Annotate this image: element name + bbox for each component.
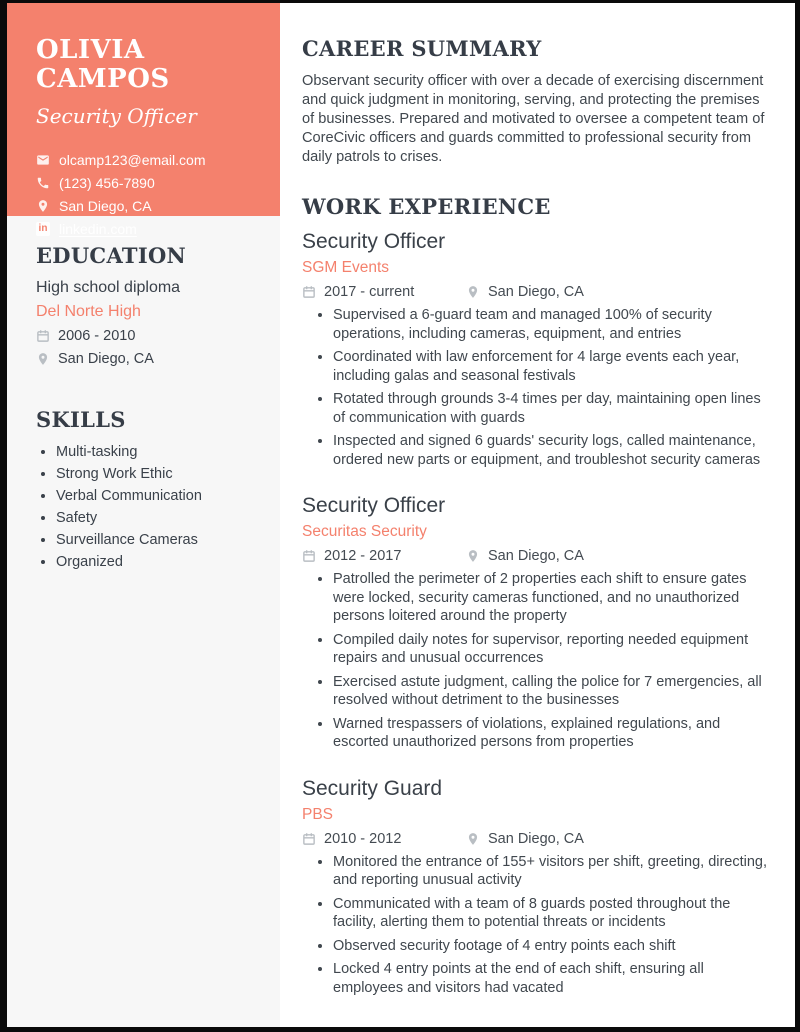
job-bullet: • Warned trespassers of violations, explained regulations, and escorted unauthorized persons from properties: [333, 715, 769, 752]
job-entry: [302, 230, 769, 469]
skill-item: • Strong Work Ethic: [56, 466, 262, 482]
header-block: [7, 3, 280, 238]
skills-section: [7, 407, 280, 570]
sidebar: [7, 3, 280, 1027]
candidate-name: OLIVIA CAMPOS: [36, 35, 170, 94]
job-location: San Diego, CA: [488, 830, 584, 847]
job-bullet: • Rotated through grounds 3-4 times per day, maintaining open lines of communication with guards: [333, 390, 769, 427]
job-title: Security Guard: [302, 776, 443, 800]
work-experience-section: [302, 194, 769, 997]
job-title: Security Officer: [302, 230, 446, 253]
job-bullet: • Supervised a 6-guard team and managed 100% of security operations, including cameras, equipment, and entries: [333, 306, 769, 343]
job-dates: 2010 - 2012: [324, 830, 402, 847]
location-icon: [466, 832, 480, 846]
linkedin-link[interactable]: linkedin.com: [59, 221, 137, 238]
career-summary-heading: CAREER SUMMARY: [302, 36, 542, 61]
main-column: [280, 3, 795, 1027]
job-company: SGM Events: [302, 259, 389, 277]
education-section: [7, 243, 280, 367]
education-location-row: [36, 351, 262, 367]
email-icon: [36, 153, 50, 167]
job-location-wrap: [466, 284, 584, 300]
job-dates-wrap: [302, 284, 466, 300]
skill-item: • Verbal Communication: [56, 488, 262, 504]
contact-list: [36, 152, 262, 237]
contact-phone: [36, 175, 262, 191]
job-dates-wrap: [302, 548, 466, 564]
job-bullet: • Exercised astute judgment, calling the police for 7 emergencies, all resolved without detriment to the businesses: [333, 673, 769, 710]
contact-location-text: San Diego, CA: [59, 198, 152, 215]
job-bullet: • Compiled daily notes for supervisor, reporting needed equipment repairs and unusual occurrences: [333, 631, 769, 668]
phone-icon: [36, 176, 50, 190]
education-degree: High school diploma: [36, 279, 181, 296]
job-bullet: • Inspected and signed 6 guards' security logs, called maintenance, ordered new parts or equipment, and troubleshot security cameras: [333, 432, 769, 469]
contact-location: [36, 198, 262, 214]
candidate-job-title: Security Officer: [36, 104, 197, 129]
contact-linkedin: [36, 221, 262, 237]
skill-item: • Safety: [56, 510, 262, 526]
job-entry: [302, 494, 769, 752]
contact-phone-text: (123) 456-7890: [59, 175, 155, 192]
education-dates: 2006 - 2010: [58, 328, 136, 344]
calendar-icon: [302, 549, 316, 563]
job-location-wrap: [466, 548, 584, 564]
career-summary-text: Observant security officer with over a decade of exercising discernment and quick judgment in monitoring, serving, and protecting the premises of businesses. Prepared and motivated to oversee a competent team of CoreCivic officers and guards committed to professional security from daily patrols to crises.: [302, 73, 765, 165]
career-summary-section: [302, 36, 769, 167]
job-location-wrap: [466, 831, 584, 847]
linkedin-icon: in: [36, 222, 50, 236]
education-heading: EDUCATION: [36, 243, 187, 268]
job-dates-wrap: [302, 831, 466, 847]
location-icon: [466, 285, 480, 299]
contact-email-text: olcamp123@email.com: [59, 152, 206, 169]
job-bullets: [302, 306, 769, 469]
skills-heading: SKILLS: [36, 407, 126, 432]
job-bullet: • Patrolled the perimeter of 2 properties each shift to ensure gates were locked, security cameras functioned, and no unauthorized persons loitered around the property: [333, 570, 769, 626]
calendar-icon: [302, 832, 316, 846]
contact-email: [36, 152, 262, 168]
job-bullets: [302, 853, 769, 998]
job-entry: [302, 777, 769, 998]
job-company: Securitas Security: [302, 523, 427, 541]
skills-list: [36, 444, 262, 570]
job-meta-row: [302, 284, 769, 300]
job-bullets: [302, 570, 769, 752]
job-bullet: • Monitored the entrance of 155+ visitors per shift, greeting, directing, and reporting unusual activity: [333, 853, 769, 890]
skill-item: • Multi-tasking: [56, 444, 262, 460]
job-location: San Diego, CA: [488, 284, 584, 301]
skill-item: • Surveillance Cameras: [56, 532, 262, 548]
job-dates: 2017 - current: [324, 284, 415, 301]
education-school: Del Norte High: [36, 303, 141, 320]
resume-page: [7, 3, 795, 1027]
location-icon: [36, 199, 50, 213]
education-location: San Diego, CA: [58, 351, 154, 367]
education-dates-row: [36, 328, 262, 344]
job-title: Security Officer: [302, 494, 446, 518]
job-bullet: • Coordinated with law enforcement for 4 large events each year, including galas and seasonal festivals: [333, 348, 769, 385]
job-bullet: • Communicated with a team of 8 guards posted throughout the facility, alerting them to potential threats or incidents: [333, 895, 769, 932]
work-experience-heading: WORK EXPERIENCE: [302, 194, 551, 219]
job-meta-row: [302, 548, 769, 564]
location-icon: [466, 549, 480, 563]
job-company: PBS: [302, 805, 334, 823]
job-meta-row: [302, 831, 769, 847]
skill-item: • Organized: [56, 554, 262, 570]
job-bullet: • Observed security footage of 4 entry points each shift: [333, 937, 769, 956]
job-location: San Diego, CA: [488, 548, 584, 565]
calendar-icon: [302, 285, 316, 299]
job-dates: 2012 - 2017: [324, 548, 402, 565]
location-icon: [36, 352, 50, 366]
calendar-icon: [36, 329, 50, 343]
job-bullet: • Locked 4 entry points at the end of each shift, ensuring all employees and visitors had vacated: [333, 960, 769, 997]
